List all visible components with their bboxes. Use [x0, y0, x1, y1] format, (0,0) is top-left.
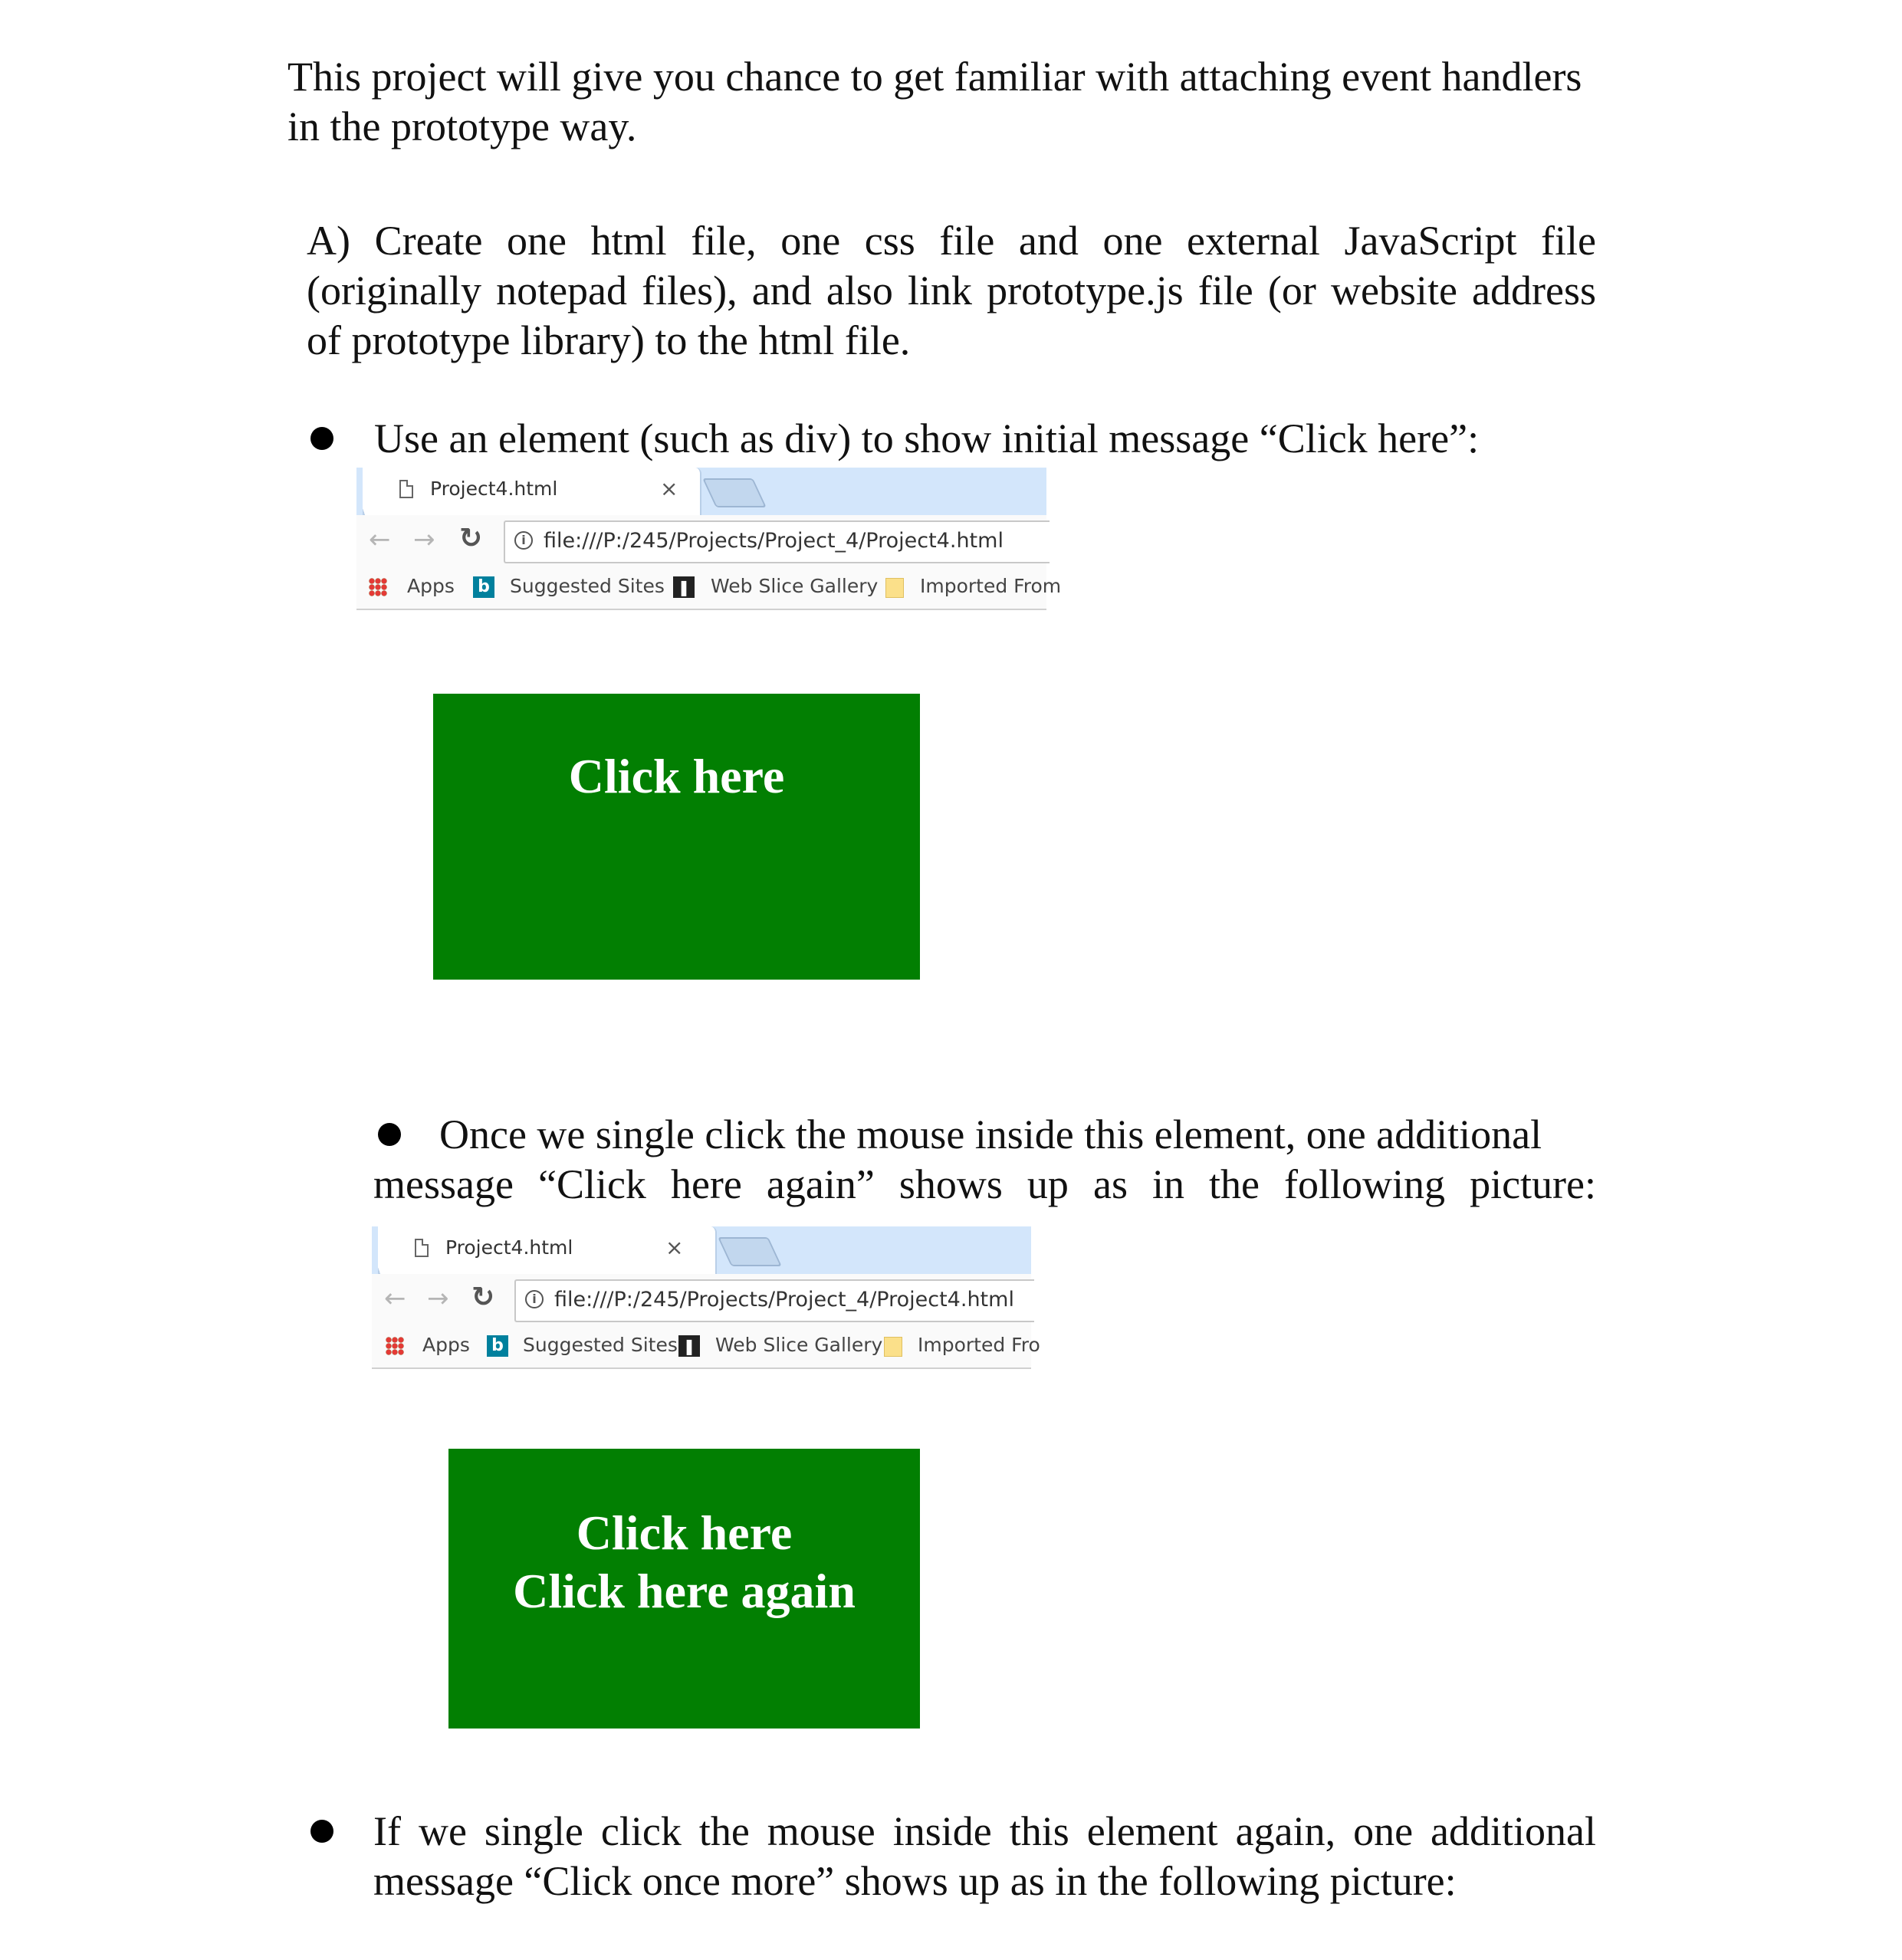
page-icon: [399, 480, 413, 498]
bookmark-web-slice-gallery[interactable]: Web Slice Gallery: [711, 575, 879, 597]
bullet-2-line-1: Once we single click the mouse inside this element, one additional: [439, 1111, 1542, 1157]
bookmark-apps[interactable]: Apps: [407, 575, 455, 597]
url-text: file:///P:/245/Projects/Project_4/Project4.html: [554, 1288, 1014, 1312]
new-tab-button[interactable]: [702, 478, 767, 507]
bullet-2: [378, 1123, 401, 1146]
apps-grid-icon: [386, 1337, 404, 1355]
bullet-1-text: Use an element (such as div) to show initial message “Click here”:: [374, 415, 1480, 461]
tab-strip: [356, 468, 1046, 516]
reload-icon[interactable]: ↻: [471, 1282, 495, 1313]
bookmarks-bar: [372, 1325, 1040, 1369]
bookmark-suggested-sites[interactable]: Suggested Sites: [510, 575, 665, 597]
box-message-1: Click here: [568, 749, 785, 803]
address-bar[interactable]: [514, 1279, 1034, 1322]
bullet-1: [310, 427, 333, 450]
page-icon: [415, 1239, 429, 1257]
forward-arrow-icon[interactable]: →: [413, 524, 435, 555]
nav-bar: [356, 515, 1046, 566]
box-message-1: Click here: [576, 1505, 793, 1560]
new-tab-button[interactable]: [718, 1237, 782, 1266]
info-icon[interactable]: i: [525, 1290, 544, 1308]
tab-project4[interactable]: [378, 1226, 717, 1274]
bookmark-suggested-sites[interactable]: Suggested Sites: [523, 1334, 678, 1356]
click-here-again-box[interactable]: [448, 1449, 920, 1729]
tab-strip: [372, 1226, 1031, 1275]
tab-project4[interactable]: [363, 468, 701, 515]
folder-icon: [884, 1337, 902, 1357]
browser-window-1: [356, 468, 1062, 613]
section-a-line-2: (originally notepad files), and also link prototype.js file (or website address: [307, 268, 1596, 314]
close-icon[interactable]: ×: [660, 476, 678, 501]
web-slice-icon: ❚: [673, 576, 695, 598]
reload-icon[interactable]: ↻: [459, 523, 483, 554]
bing-icon: b: [473, 576, 494, 598]
bookmark-imported-from[interactable]: Imported Fro: [918, 1334, 1040, 1356]
bullet-3-line-1: If we single click the mouse inside this element again, one additional: [373, 1808, 1596, 1854]
browser-window-2: [372, 1226, 1040, 1372]
address-bar[interactable]: [504, 520, 1050, 563]
bookmark-web-slice-gallery[interactable]: Web Slice Gallery: [715, 1334, 883, 1356]
click-here-box[interactable]: [433, 694, 920, 980]
url-text: file:///P:/245/Projects/Project_4/Project4.html: [544, 529, 1004, 553]
forward-arrow-icon[interactable]: →: [427, 1283, 449, 1314]
section-a-line-1: A) Create one html file, one css file and one external JavaScript file: [307, 218, 1596, 264]
bullet-2-line-2: message “Click here again” shows up as in the following picture:: [373, 1161, 1596, 1207]
nav-bar: [372, 1274, 1031, 1325]
bookmarks-bar: [356, 566, 1062, 610]
back-arrow-icon[interactable]: ←: [384, 1283, 406, 1314]
bing-icon: b: [487, 1335, 508, 1357]
box-message-2: Click here again: [513, 1564, 856, 1618]
section-a-line-3: of prototype library) to the html file.: [307, 317, 911, 363]
close-icon[interactable]: ×: [665, 1235, 684, 1260]
back-arrow-icon[interactable]: ←: [369, 524, 391, 555]
bookmark-imported-from[interactable]: Imported From: [920, 575, 1062, 597]
bullet-3: [310, 1820, 333, 1843]
info-icon[interactable]: i: [514, 531, 533, 550]
intro-line-2: in the prototype way.: [287, 103, 637, 149]
tab-title: Project4.html: [430, 478, 558, 500]
intro-line-1: This project will give you chance to get familiar with attaching event handlers: [287, 54, 1582, 100]
bookmark-apps[interactable]: Apps: [422, 1334, 470, 1356]
tab-title: Project4.html: [445, 1236, 573, 1259]
apps-grid-icon: [369, 578, 387, 596]
web-slice-icon: ❚: [678, 1335, 700, 1357]
bullet-3-line-2: message “Click once more” shows up as in the following picture:: [373, 1858, 1457, 1904]
folder-icon: [885, 578, 904, 598]
